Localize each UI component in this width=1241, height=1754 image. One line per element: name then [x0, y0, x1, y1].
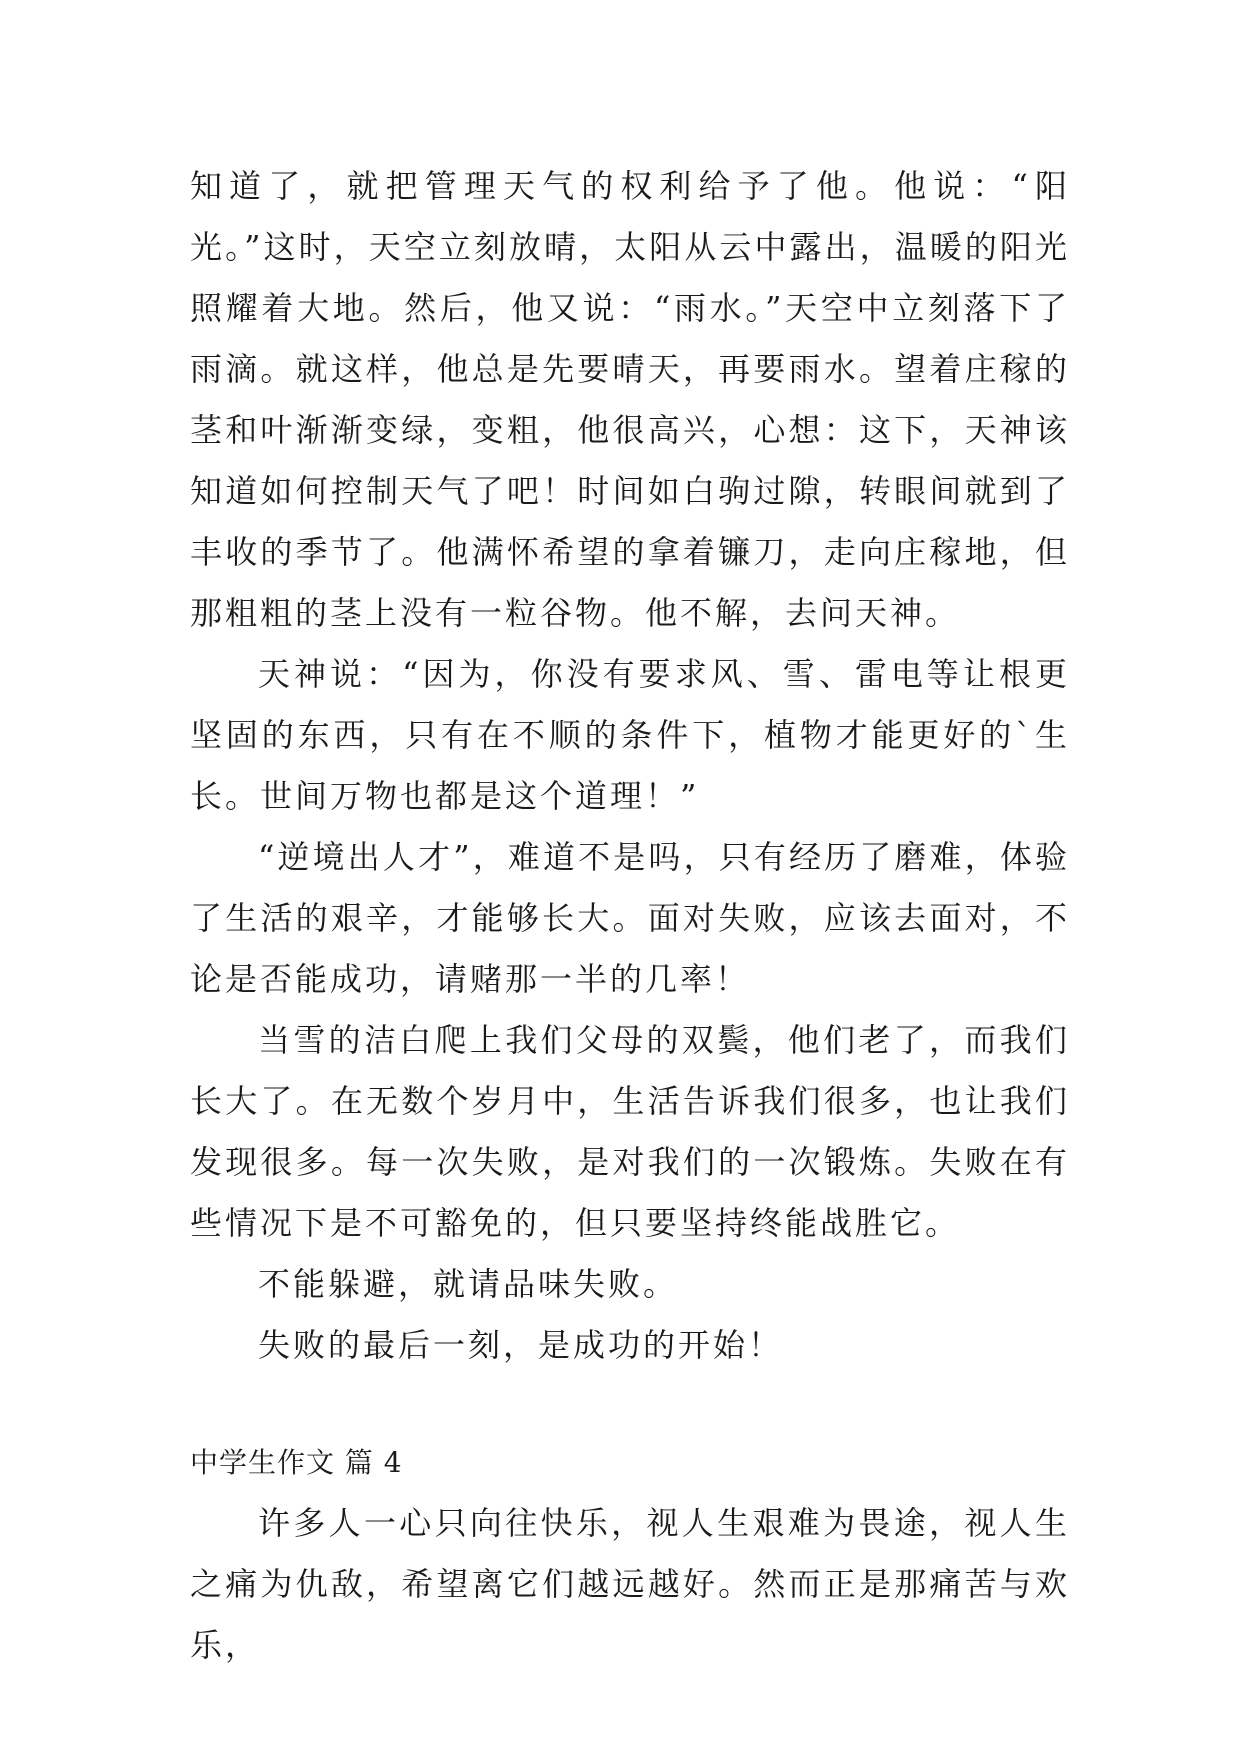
document-page — [190, 156, 1070, 1676]
paragraph-6: 失败的最后一刻，是成功的开始！ — [258, 1326, 784, 1364]
paragraph-3: “逆境出人才”，难道不是吗，只有经历了磨难，体验了生活的艰辛，才能够长大。面对失败，应该去面对，不论是否能成功，请赌那一半的几率！ — [190, 838, 1070, 998]
paragraph-1: 知道了，就把管理天气的权利给予了他。他说：“阳光。”这时，天空立刻放晴，太阳从云中露出，温暖的阳光照耀着大地。然后，他又说：“雨水。”天空中立刻落下了雨滴。就这样，他总是先要晴天，再要雨水。望着庄稼的茎和叶渐渐变绿，变粗，他很高兴，心想：这下，天神该知道如何控制天气了吧！时间如白驹过隙，转眼间就到了丰收的季节了。他满怀希望的拿着镰刀，走向庄稼地，但那粗粗的茎上没有一粒谷物。他不解，去问天神。 — [190, 167, 1070, 632]
paragraph-7: 许多人一心只向往快乐，视人生艰难为畏途，视人生之痛为仇敌，希望离它们越远越好。然而正是那痛苦与欢乐， — [190, 1504, 1070, 1664]
section-heading: 中学生作文 篇 4 — [190, 1446, 403, 1479]
paragraph-5: 不能躲避，就请品味失败。 — [258, 1265, 679, 1303]
section-gap — [190, 1376, 1070, 1432]
paragraph-2: 天神说：“因为，你没有要求风、雪、雷电等让根更坚固的东西，只有在不顺的条件下，植物才能更好的`生长。世间万物也都是这个道理！” — [190, 655, 1070, 815]
paragraph-4: 当雪的洁白爬上我们父母的双鬓，他们老了，而我们长大了。在无数个岁月中，生活告诉我们很多，也让我们发现很多。每一次失败，是对我们的一次锻炼。失败在有些情况下是不可豁免的，但只要坚持终能战胜它。 — [190, 1021, 1070, 1242]
